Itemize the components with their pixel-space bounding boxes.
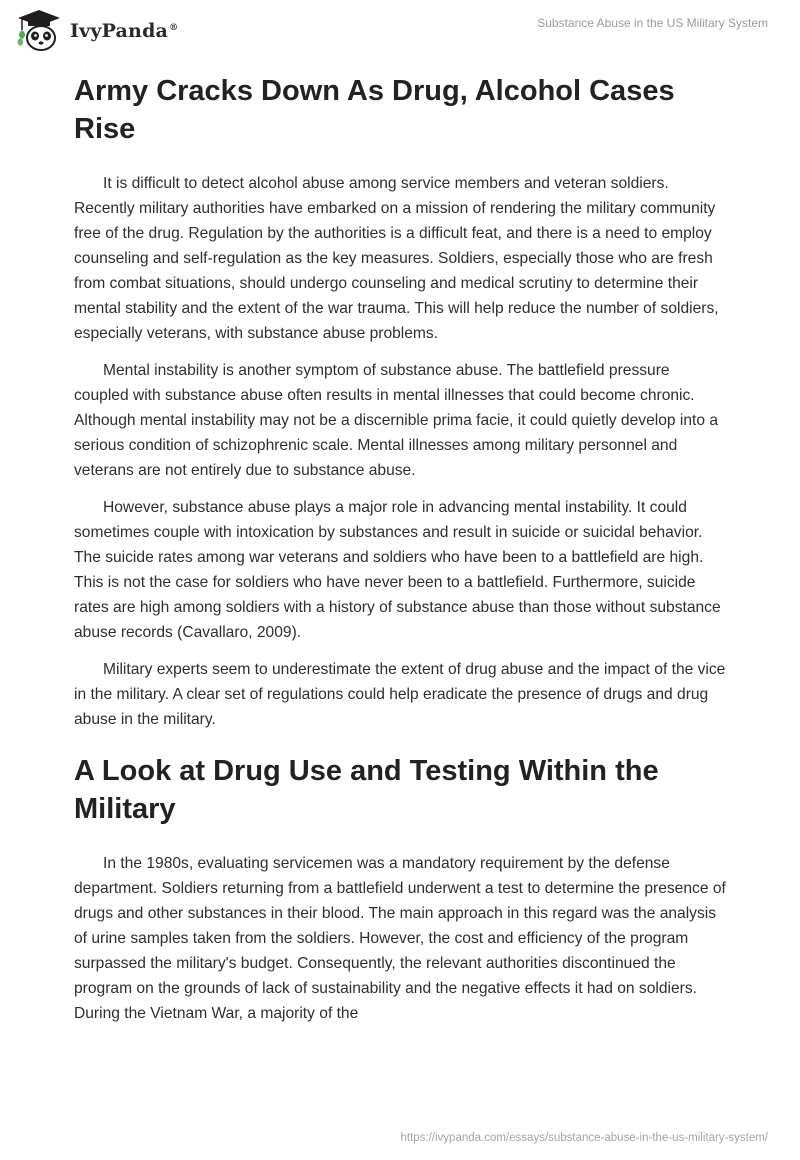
article-body — [74, 72, 726, 1038]
source-url-link[interactable]: https://ivypanda.com/essays/substance-abuse-in-the-us-military-system/ — [400, 1132, 768, 1144]
panda-graduation-cap-icon — [14, 8, 64, 54]
paragraph: It is difficult to detect alcohol abuse among service members and veteran soldiers. Recently military authorities have embarked on a mission of rendering the military community free of the drug. Regulation by the authorities is a difficult feat, and there is a need to employ counseling and self-regulation as the key measures. Soldiers, especially those who are fresh from combat situations, should undergo counseling and medical scrutiny to determine their mental stability and the extent of the war trauma. This will help reduce the number of soldiers, especially veterans, with substance abuse problems. — [74, 175, 719, 342]
paragraph: However, substance abuse plays a major role in advancing mental instability. It could sometimes couple with intoxication by substances and result in suicide or suicidal behavior. The suicide rates among war veterans and soldiers who have been to a battlefield are high. This is not the case for soldiers who have never been to a battlefield. Furthermore, suicide rates are high among soldiers with a history of substance abuse than those without substance abuse records (Cavallaro, 2009). — [74, 499, 721, 641]
ivypanda-logo[interactable] — [14, 8, 178, 54]
document-title: Substance Abuse in the US Military System — [537, 16, 768, 30]
brand-name: IvyPanda® — [70, 20, 179, 42]
section-heading: Army Cracks Down As Drug, Alcohol Cases Rise — [74, 75, 675, 145]
section-heading: A Look at Drug Use and Testing Within the Military — [74, 755, 659, 825]
paragraph: Mental instability is another symptom of substance abuse. The battlefield pressure coupled with substance abuse often results in mental illnesses that could become chronic. Although mental instability may not be a discernible prima facie, it could quietly develop into a serious condition of schizophrenic scale. Mental illnesses among military personnel and veterans are not entirely due to substance abuse. — [74, 362, 719, 479]
paragraph: In the 1980s, evaluating servicemen was a mandatory requirement by the defense department. Soldiers returning from a battlefield underwent a test to determine the presence of drugs and other substances in their blood. The main approach in this regard was the analysis of urine samples taken from the soldiers. However, the cost and efficiency of the program surpassed the military's budget. Consequently, the relevant authorities discontinued the program on the grounds of lack of sustainability and the negative effects it had on soldiers. During the Vietnam War, a majority of the — [74, 855, 726, 1022]
paragraph: Military experts seem to underestimate the extent of drug abuse and the impact of the vice in the military. A clear set of regulations could help eradicate the presence of drugs and drug abuse in the military. — [74, 661, 726, 728]
page-header — [0, 0, 800, 64]
